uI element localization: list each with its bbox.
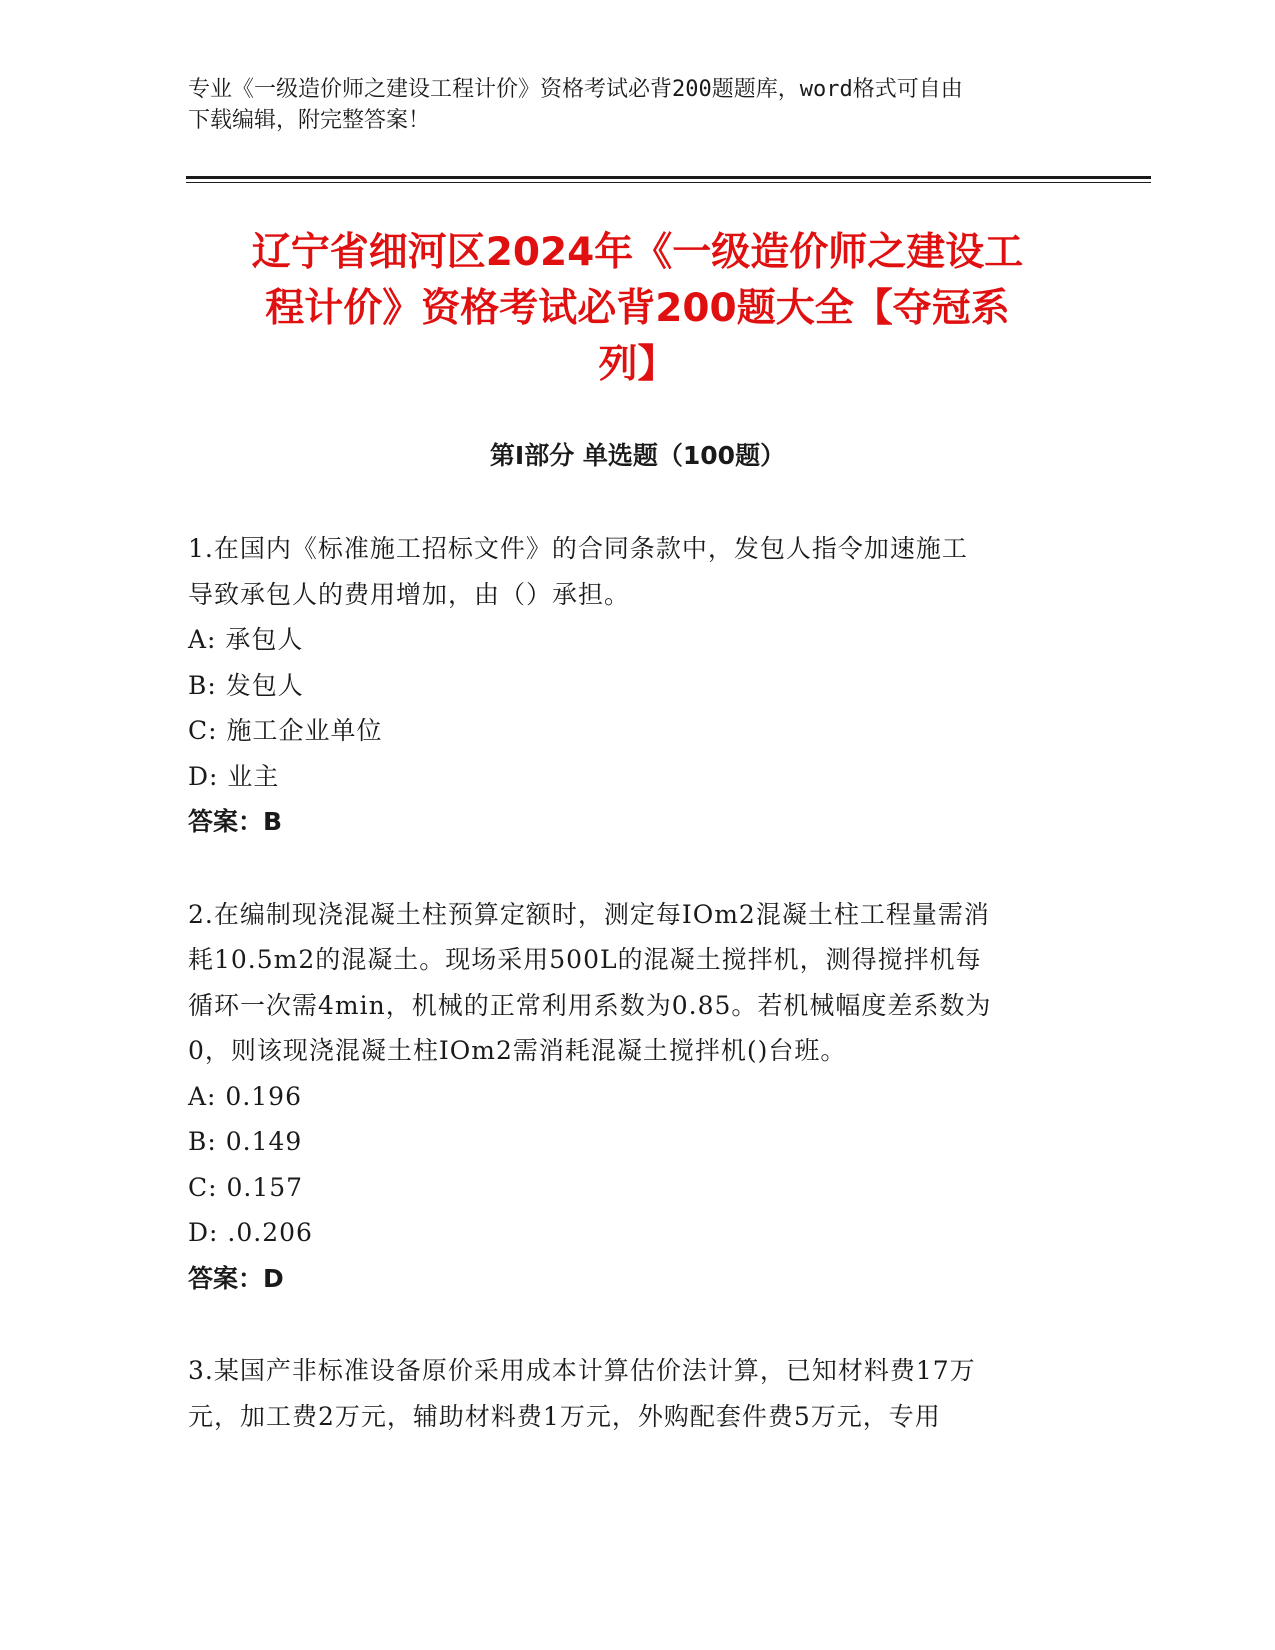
- header-note-line: 下载编辑，附完整答案！: [188, 108, 431, 133]
- question-3: [188, 1348, 1088, 1439]
- header-divider-thick: [186, 176, 1151, 179]
- option-a: A: 承包人: [188, 625, 304, 654]
- question-text-line: 循环一次需4min，机械的正常利用系数为0.85。若机械幅度差系数为: [188, 990, 992, 1020]
- document-title-line: 辽宁省细河区2024年《一级造价师之建设工: [251, 230, 1024, 275]
- header-note: [188, 74, 1068, 136]
- option-c: C: 施工企业单位: [188, 716, 383, 745]
- header-divider-thin: [186, 182, 1151, 183]
- option-d: D: 业主: [188, 761, 280, 791]
- question-text-line: 2.在编制现浇混凝土柱预算定额时，测定每IOm2混凝土柱工程量需消: [188, 899, 990, 929]
- option-d: D: .0.206: [188, 1218, 313, 1247]
- question-2: [188, 892, 1088, 1302]
- question-text-line: 耗10.5m2的混凝土。现场采用500L的混凝土搅拌机，测得搅拌机每: [188, 945, 982, 974]
- option-b: B: 0.149: [188, 1127, 303, 1156]
- option-a: A: 0.196: [188, 1081, 302, 1111]
- answer: 答案：B: [188, 807, 283, 836]
- option-b: B: 发包人: [188, 670, 304, 700]
- question-1: [188, 526, 1088, 845]
- question-text-line: 3.某国产非标准设备原价采用成本计算估价法计算，已知材料费17万: [188, 1356, 976, 1385]
- question-text-line: 0，则该现浇混凝土柱IOm2需消耗混凝土搅拌机()台班。: [188, 1036, 847, 1065]
- section-heading: 第I部分 单选题（100题）: [489, 441, 786, 470]
- document-title-line: 列】: [598, 342, 677, 387]
- document-title: [180, 225, 1095, 393]
- question-text-line: 元，加工费2万元，辅助材料费1万元，外购配套件费5万元，专用: [188, 1401, 941, 1431]
- question-list: [188, 526, 1088, 1486]
- question-text-line: 导致承包人的费用增加，由（）承担。: [188, 579, 631, 609]
- question-text-line: 1.在国内《标准施工招标文件》的合同条款中，发包人指令加速施工: [188, 534, 968, 563]
- answer: 答案：D: [188, 1263, 284, 1293]
- document-title-line: 程计价》资格考试必背200题大全【夺冠系: [265, 286, 1010, 331]
- option-c: C: 0.157: [188, 1172, 304, 1202]
- header-note-line: 专业《一级造价师之建设工程计价》资格考试必背200题题库，word格式可自由: [188, 77, 963, 102]
